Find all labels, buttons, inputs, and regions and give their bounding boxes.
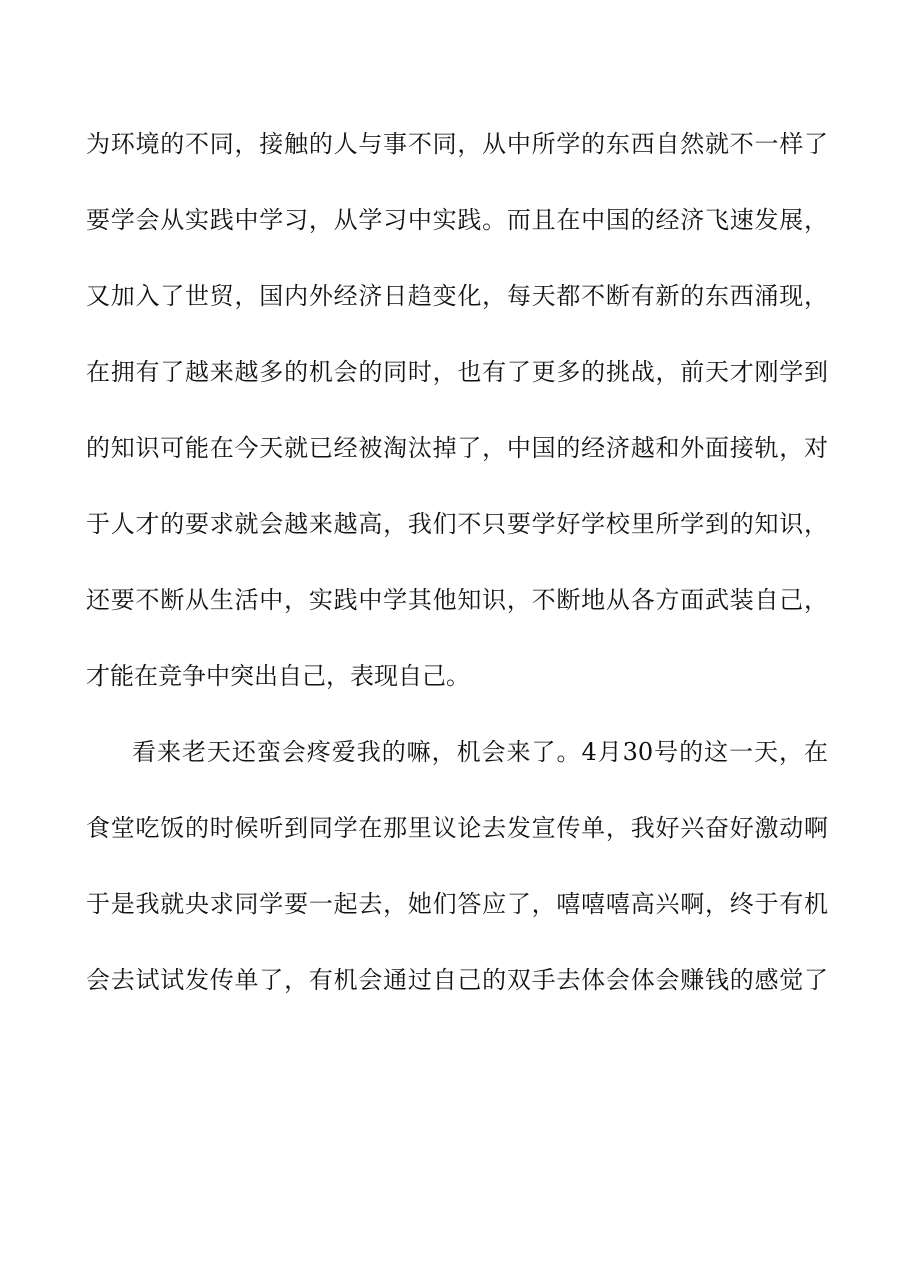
- text-line: 又加入了世贸，国内外经济日趋变化，每天都不断有新的东西涌现，: [86, 282, 828, 310]
- text-line: 于人才的要求就会越来越高，我们不只要学好学校里所学到的知识，: [86, 510, 828, 538]
- paragraph-first-line: 看来老天还蛮会疼爱我的嘛，机会来了。4月30号的这一天，在: [132, 738, 828, 766]
- text-line: 在拥有了越来越多的机会的同时，也有了更多的挑战，前天才刚学到: [86, 358, 828, 386]
- text-line: 为环境的不同，接触的人与事不同，从中所学的东西自然就不一样了: [86, 130, 828, 158]
- text-line: 会去试试发传单了，有机会通过自己的双手去体会体会赚钱的感觉了: [86, 966, 828, 994]
- text-line: 才能在竞争中突出自己，表现自己。: [86, 662, 470, 690]
- text-line: 的知识可能在今天就已经被淘汰掉了，中国的经济越和外面接轨，对: [86, 434, 828, 462]
- text-line: 于是我就央求同学要一起去，她们答应了，嘻嘻嘻高兴啊，终于有机: [86, 890, 828, 918]
- text-line: 食堂吃饭的时候听到同学在那里议论去发宣传单，我好兴奋好激动啊: [86, 814, 828, 842]
- text-line: 要学会从实践中学习，从学习中实践。而且在中国的经济飞速发展，: [86, 206, 828, 234]
- text-line: 还要不断从生活中，实践中学其他知识，不断地从各方面武装自己，: [86, 586, 828, 614]
